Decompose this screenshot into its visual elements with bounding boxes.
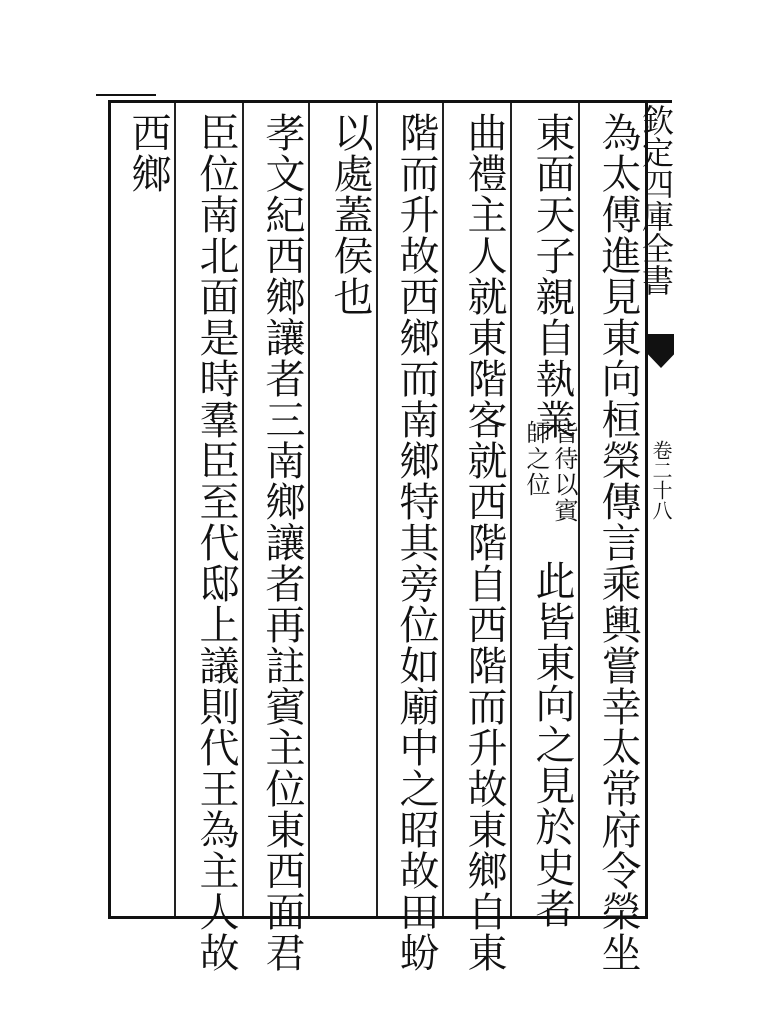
text-column-7: 臣位南北面是時羣臣至代邸上議則代王為主人故 (193, 112, 239, 973)
margin-book-title: 欽定四庫全書 (637, 104, 675, 296)
text-column-8: 西鄉 (125, 112, 171, 194)
text-column-4: 階而升故西鄉而南鄉特其旁位如廟中之昭故田蚡 (393, 112, 439, 973)
text-column-2 (518, 112, 580, 929)
fish-tail-mark (648, 334, 674, 368)
top-edge-rule (96, 94, 156, 96)
column-2-main-text: 東面天子親自執業 (529, 112, 575, 440)
column-divider (174, 103, 176, 916)
text-column-1: 為太傅進見東向桓榮傳言乘輿嘗幸太常府令榮坐 (595, 112, 641, 973)
left-border (108, 100, 111, 918)
top-border (108, 100, 672, 103)
text-column-6: 孝文紀西鄉讓者三南鄉讓者再註賓主位東西面君 (259, 112, 305, 973)
column-2-note-left: 師之位 (522, 420, 550, 498)
text-column-3: 曲禮主人就東階客就西階自西階而升故東鄉自東 (461, 112, 507, 973)
column-2-main-text-continued: 此皆東向之見於史者 (529, 560, 575, 929)
column-2-note-right: 皆待以賓 (550, 420, 578, 524)
text-column-5: 以處蓋侯也 (327, 112, 373, 317)
margin-volume-number: 卷二十八 (649, 440, 673, 520)
